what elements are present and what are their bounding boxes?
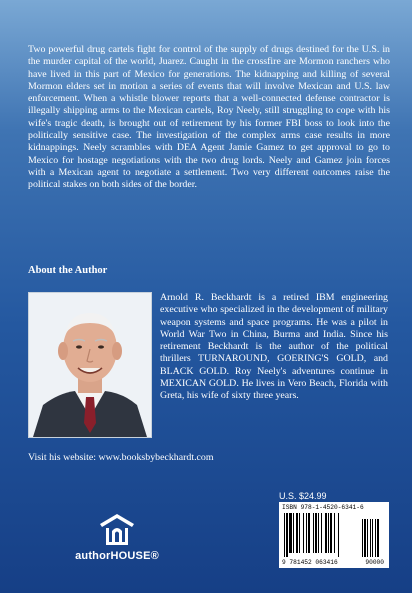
- barcode-bar: [284, 513, 285, 557]
- barcode-bar: [338, 513, 339, 557]
- authorhouse-logo-icon: [98, 512, 136, 548]
- barcode-bar: [313, 513, 314, 553]
- barcode-addon-bar: [375, 519, 376, 557]
- barcode-bar: [308, 513, 310, 553]
- barcode-bar: [315, 513, 317, 553]
- barcode-bars: [282, 513, 386, 557]
- barcode: [279, 502, 389, 568]
- barcode-bar: [328, 513, 329, 553]
- author-website: Visit his website: www.booksbybeckhardt.com: [28, 452, 214, 463]
- barcode-digits-row: [282, 559, 386, 566]
- price-label: U.S. $24.99: [279, 491, 327, 501]
- publisher-brand: [72, 512, 162, 572]
- barcode-bar: [286, 513, 288, 557]
- barcode-bar: [293, 513, 294, 553]
- publisher-name: authorHOUSE®: [75, 550, 159, 562]
- barcode-bar: [306, 513, 307, 553]
- barcode-bar: [289, 513, 292, 553]
- barcode-addon-bar: [364, 519, 366, 557]
- book-blurb: Two powerful drug cartels fight for control of the supply of drugs destined for the U.S. in the murder capital of the world, Juarez. Caught in the crossfire are Mormon ranchers who have lived in this part of Mexico for generations. The kidnapping and killing of several Mormon elders set in motion a series of events that will involve Mexican and U.S. law enforcement. When a whistle blower reports that a well-connected defense contractor is illegally shipping arms to the Mexican cartels, Roy Neely, still struggling to cope with his wife's tragic death, is brought out of retirement by his former FBI boss to look into the politically sensitive case. The investigation of the complex arms case results in more kidnappings. Neely scrambles with DEA Agent Jamie Gamez to get approval to go to Mexico for hostage negotiations with the two drug lords. Neely and Gamez join forces with a Mexican agent to negotiate a settlement. Two very different outcomes raise the political stakes on both sides of the border.: [28, 44, 390, 191]
- isbn-text: [282, 504, 386, 511]
- barcode-addon: 90000: [365, 559, 384, 566]
- isbn-number: ISBN 978-1-4520-6341-6: [282, 504, 364, 511]
- author-photo: [28, 292, 152, 438]
- barcode-addon-bar: [372, 519, 373, 557]
- barcode-bar: [299, 513, 300, 553]
- about-author-heading: About the Author: [28, 265, 108, 276]
- author-bio: Arnold R. Beckhardt is a retired IBM engineering executive who specialized in the development of military weapon systems and space programs. He was a pilot in World War Two in China, Burma and India. Since his retirement Beckhardt is the author of the political thrillers TURNAROUND, GOERING'S GOLD, and BLACK GOLD. Roy Neely's adventures continue in MEXICAN GOLD. He lives in Vero Beach, Florida with Greta, his wife of sixty three years.: [160, 292, 388, 402]
- barcode-addon-bar: [367, 519, 368, 557]
- barcode-addon-bar: [362, 519, 363, 557]
- barcode-digits: 9 781452 063416: [282, 559, 338, 566]
- barcode-bar: [321, 513, 322, 553]
- barcode-bar: [318, 513, 319, 553]
- barcode-bar: [334, 513, 335, 553]
- barcode-addon-bar: [370, 519, 371, 557]
- barcode-bar: [330, 513, 332, 553]
- barcode-bar: [303, 513, 304, 553]
- barcode-addon-bar: [377, 519, 379, 557]
- barcode-bar: [296, 513, 298, 553]
- barcode-bar: [325, 513, 327, 553]
